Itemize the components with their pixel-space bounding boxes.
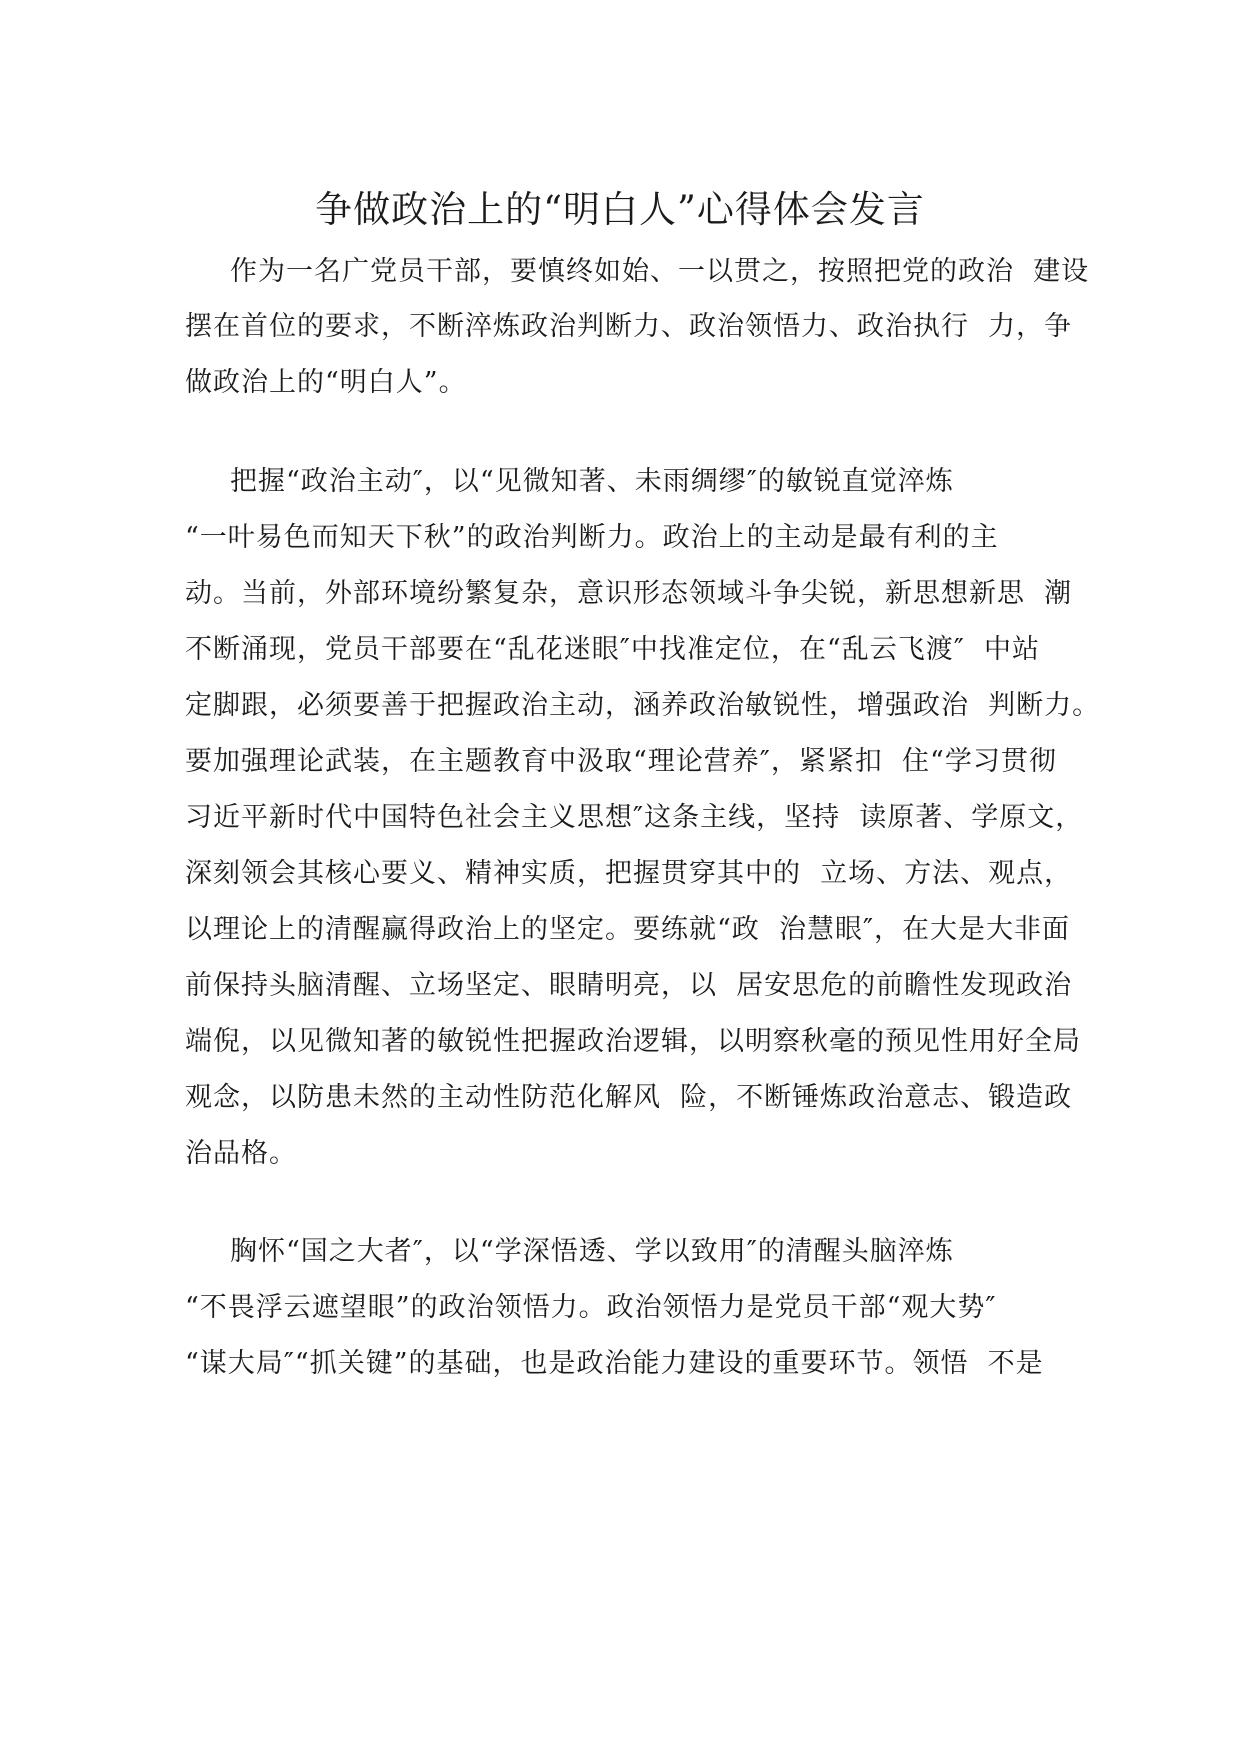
- paragraph-2-line-7: 习近平新时代中国特色社会主义思想″这条主线，坚持 读原著、学原文，: [185, 802, 1084, 833]
- paragraph-2-line-10: 前保持头脑清醒、立场坚定、眼睛明亮，以 居安思危的前瞻性发现政治: [185, 970, 1073, 1001]
- paragraph-2-line-4: 不断涌现，党员干部要在“乱花迷眼″中找准定位，在“乱云飞渡″ 中站: [185, 634, 1040, 665]
- paragraph-3-line-2: “不畏浮云遮望眼”的政治领悟力。政治领悟力是党员干部“观大势″: [185, 1292, 997, 1323]
- document-title: 争做政治上的“明白人”心得体会发言: [315, 188, 925, 231]
- paragraph-3-line-1: 胸怀“国之大者″，以“学深悟透、学以致用″的清醒头脑淬炼: [230, 1236, 954, 1267]
- paragraph-3-line-3: “谋大局″“抓关键”的基础，也是政治能力建设的重要环节。领悟 不是: [185, 1348, 1044, 1379]
- paragraph-1-line-3: 做政治上的“明白人”。: [185, 367, 467, 398]
- paragraph-2-line-2: “一叶易色而知天下秋”的政治判断力。政治上的主动是最有利的主: [185, 522, 999, 553]
- paragraph-2-line-3: 动。当前，外部环境纷繁复杂，意识形态领域斗争尖锐，新思想新思 潮: [185, 578, 1073, 609]
- paragraph-2-line-1: 把握“政治主动″，以“见微知著、未雨绸缪″的敏锐直觉淬炼: [230, 466, 954, 497]
- paragraph-2-line-6: 要加强理论武装，在主题教育中汲取“理论营养″，紧紧扣 住“学习贯彻: [185, 746, 1057, 777]
- paragraph-2-line-5: 定脚跟，必须要善于把握政治主动，涵养政治敏锐性，增强政治 判断力。: [185, 690, 1101, 721]
- paragraph-2-line-12: 观念，以防患未然的主动性防范化解风 险，不断锤炼政治意志、锻造政: [185, 1082, 1073, 1113]
- paragraph-2-line-11: 端倪，以见微知著的敏锐性把握政治逻辑，以明察秋毫的预见性用好全局: [185, 1026, 1081, 1057]
- paragraph-1-line-2: 摆在首位的要求，不断淬炼政治判断力、政治领悟力、政治执行 力，争: [185, 311, 1073, 342]
- paragraph-2-line-8: 深刻领会其核心要义、精神实质，把握贯穿其中的 立场、方法、观点，: [185, 858, 1073, 889]
- paragraph-2-line-13: 治品格。: [185, 1138, 297, 1169]
- paragraph-1-line-1: 作为一名广党员干部，要慎终如始、一以贯之，按照把党的政治 建设: [230, 256, 1090, 287]
- paragraph-2-line-9: 以理论上的清醒赢得政治上的坚定。要练就“政 治慧眼″，在大是大非面: [185, 914, 1071, 945]
